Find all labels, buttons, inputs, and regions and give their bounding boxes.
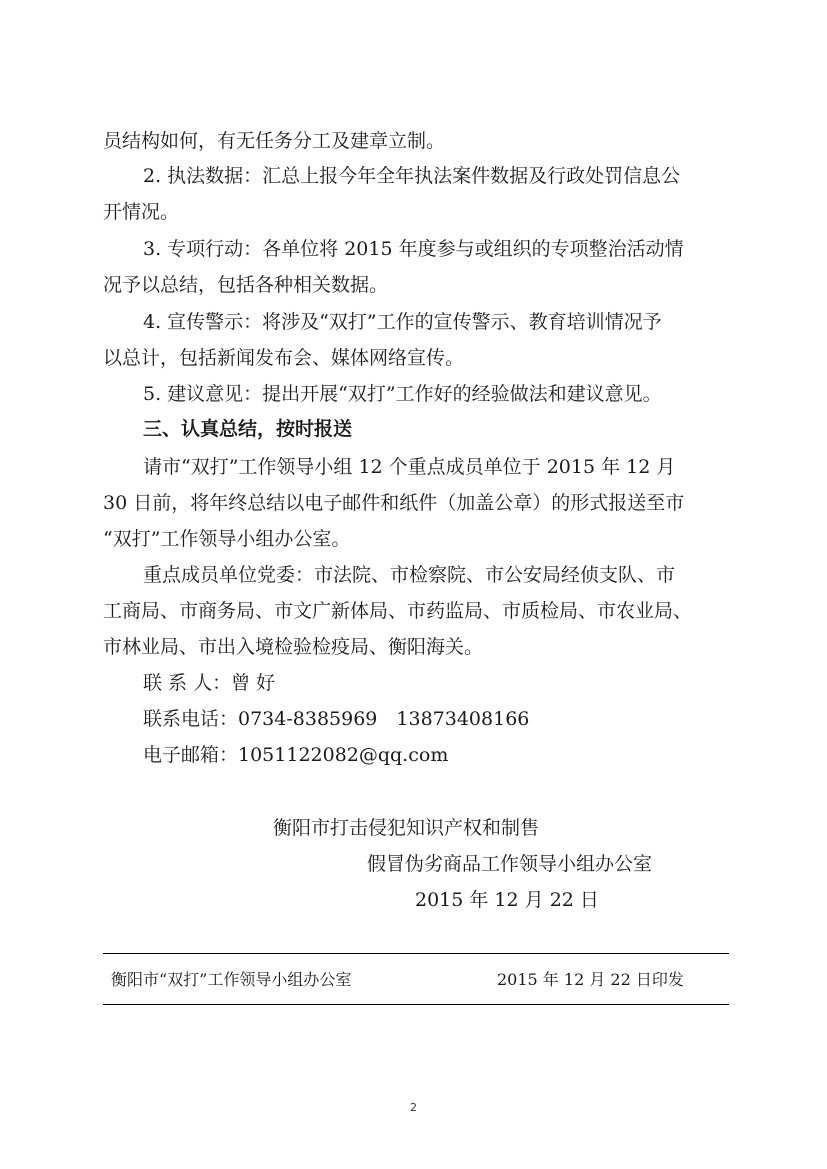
contact-email: 电子邮箱：1051122082@qq.com bbox=[143, 744, 449, 766]
item-5-suggestions: 5. 建议意见：提出开展“双打”工作好的经验做法和建议意见。 bbox=[143, 383, 662, 405]
section-heading-3: 三、认真总结，按时报送 bbox=[143, 418, 353, 440]
member-units-line-3: 市林业局、市出入境检验检疫局、衡阳海关。 bbox=[103, 636, 484, 658]
item-4-continuation: 以总计，包括新闻发布会、媒体网络宣传。 bbox=[103, 347, 465, 369]
signature-date: 2015 年 12 月 22 日 bbox=[415, 889, 599, 911]
page-number: 2 bbox=[410, 1101, 417, 1114]
footer-bottom-rule bbox=[103, 1004, 729, 1005]
member-units-line-2: 工商局、市商务局、市文广新体局、市药监局、市质检局、市农业局、 bbox=[103, 600, 693, 622]
footer-issuer: 衡阳市“双打”工作领导小组办公室 bbox=[111, 970, 352, 989]
item-4-publicity: 4. 宣传警示：将涉及“双打”工作的宣传警示、教育培训情况予 bbox=[143, 311, 662, 333]
contact-phone: 联系电话：0734-8385969 13873408166 bbox=[143, 708, 530, 730]
item-2-continuation: 开情况。 bbox=[103, 201, 180, 223]
item-3-special-action: 3. 专项行动：各单位将 2015 年度参与或组织的专项整治活动情 bbox=[143, 238, 684, 260]
footer-issue-date: 2015 年 12 月 22 日印发 bbox=[497, 970, 684, 989]
signature-org-line-2: 假冒伪劣商品工作领导小组办公室 bbox=[367, 853, 653, 875]
signature-org-line-1: 衡阳市打击侵犯知识产权和制售 bbox=[273, 817, 540, 839]
body-line-submit-2: 30 日前，将年终总结以电子邮件和纸件（加盖公章）的形式报送至市 bbox=[103, 492, 685, 514]
body-line-submit-1: 请市“双打”工作领导小组 12 个重点成员单位于 2015 年 12 月 bbox=[143, 456, 676, 478]
body-line-submit-3: “双打”工作领导小组办公室。 bbox=[103, 528, 351, 550]
item-2-enforcement-data: 2. 执法数据：汇总上报今年全年执法案件数据及行政处罚信息公 bbox=[143, 165, 681, 187]
item-3-continuation: 况予以总结，包括各种相关数据。 bbox=[103, 274, 389, 296]
contact-person: 联 系 人：曾 好 bbox=[143, 672, 276, 694]
member-units-line-1: 重点成员单位党委：市法院、市检察院、市公安局经侦支队、市 bbox=[143, 564, 676, 586]
body-line-1: 员结构如何，有无任务分工及建章立制。 bbox=[103, 130, 446, 152]
footer-top-rule bbox=[103, 953, 729, 954]
